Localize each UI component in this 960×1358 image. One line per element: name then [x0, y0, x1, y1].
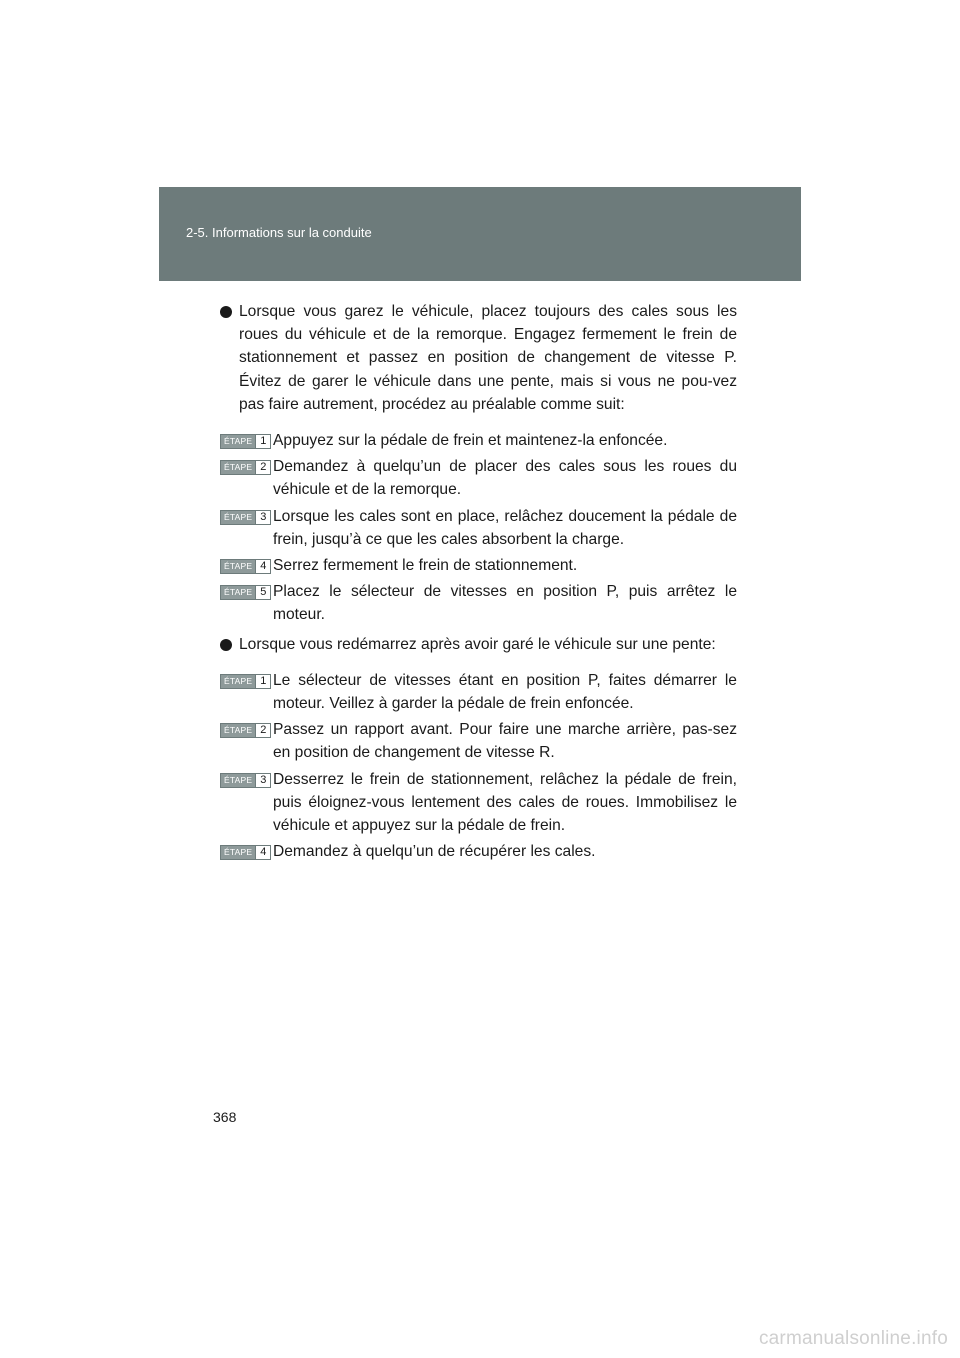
step-list [220, 429, 737, 627]
step-badge-number: 4 [255, 560, 270, 573]
step-badge-label: ÉTAPE [221, 675, 255, 688]
step-text: Serrez fermement le frein de stationnement. [273, 557, 578, 575]
step-badge [220, 585, 271, 600]
step-badge-label: ÉTAPE [221, 511, 255, 524]
step-item [220, 718, 737, 764]
step-badge-number: 2 [255, 724, 270, 737]
step-text: Lorsque les cales sont en place, relâchez doucement la pédale de frein, jusqu’à ce que les cales absorbent la charge. [273, 507, 737, 548]
step-badge-label: ÉTAPE [221, 461, 255, 474]
bullet-paragraph [220, 300, 737, 416]
step-item [220, 505, 737, 551]
watermark: carmanualsonline.info [758, 1328, 948, 1349]
step-list [220, 669, 737, 864]
page-content [220, 300, 737, 869]
step-item [220, 669, 737, 715]
step-badge [220, 434, 271, 449]
step-badge-number: 1 [255, 675, 270, 688]
step-badge [220, 845, 271, 860]
step-item [220, 768, 737, 838]
step-item [220, 840, 737, 863]
step-item [220, 580, 737, 626]
page-number: 368 [213, 1109, 237, 1125]
bullet-text: Lorsque vous redémarrez après avoir garé le véhicule sur une pente: [239, 635, 716, 653]
step-badge [220, 773, 271, 788]
step-badge-number: 3 [255, 511, 270, 524]
step-badge-number: 4 [255, 846, 270, 859]
step-badge [220, 674, 271, 689]
step-text: Desserrez le frein de stationnement, relâchez la pédale de frein, puis éloignez-vous lentement des cales de roues. Immobilisez le véhicule et appuyez sur la pédale de frein. [273, 770, 737, 835]
step-text: Le sélecteur de vitesses étant en position P, faites démarrer le moteur. Veillez à garder la pédale de frein enfoncée. [273, 671, 737, 713]
step-text: Demandez à quelqu’un de récupérer les cales. [273, 843, 596, 861]
step-badge-number: 2 [255, 461, 270, 474]
section-title: 2-5. Informations sur la conduite [186, 225, 372, 240]
step-item [220, 455, 737, 501]
bullet-paragraph [220, 633, 737, 656]
step-badge-number: 5 [255, 586, 270, 599]
step-badge [220, 723, 271, 738]
step-badge-number: 1 [255, 435, 270, 448]
section-header [159, 187, 801, 281]
step-badge-label: ÉTAPE [221, 435, 255, 448]
step-item [220, 554, 737, 577]
bullet-icon [220, 306, 232, 318]
step-badge [220, 510, 271, 525]
step-badge-label: ÉTAPE [221, 560, 255, 573]
step-badge-label: ÉTAPE [221, 586, 255, 599]
step-badge-label: ÉTAPE [221, 724, 255, 737]
step-text: Appuyez sur la pédale de frein et maintenez-la enfoncée. [273, 432, 668, 450]
step-item [220, 429, 737, 452]
step-text: Passez un rapport avant. Pour faire une marche arrière, pas-sez en position de changement de vitesse R. [273, 721, 737, 762]
bullet-icon [220, 639, 232, 651]
step-badge [220, 559, 271, 574]
step-badge [220, 460, 271, 475]
step-text: Demandez à quelqu’un de placer des cales sous les roues du véhicule et de la remorque. [273, 458, 737, 499]
bullet-text: Lorsque vous garez le véhicule, placez toujours des cales sous les roues du véhicule et de la remorque. Engagez fermement le frein de stationnement et passez en position de changement de vitesse P. Évitez de garer le véhicule dans une pente, mais si vous ne pou-vez pas faire autrement, procédez au préalable comme suit: [239, 303, 737, 413]
step-badge-label: ÉTAPE [221, 846, 255, 859]
step-badge-number: 3 [255, 774, 270, 787]
step-text: Placez le sélecteur de vitesses en position P, puis arrêtez le moteur. [273, 583, 737, 624]
step-badge-label: ÉTAPE [221, 774, 255, 787]
